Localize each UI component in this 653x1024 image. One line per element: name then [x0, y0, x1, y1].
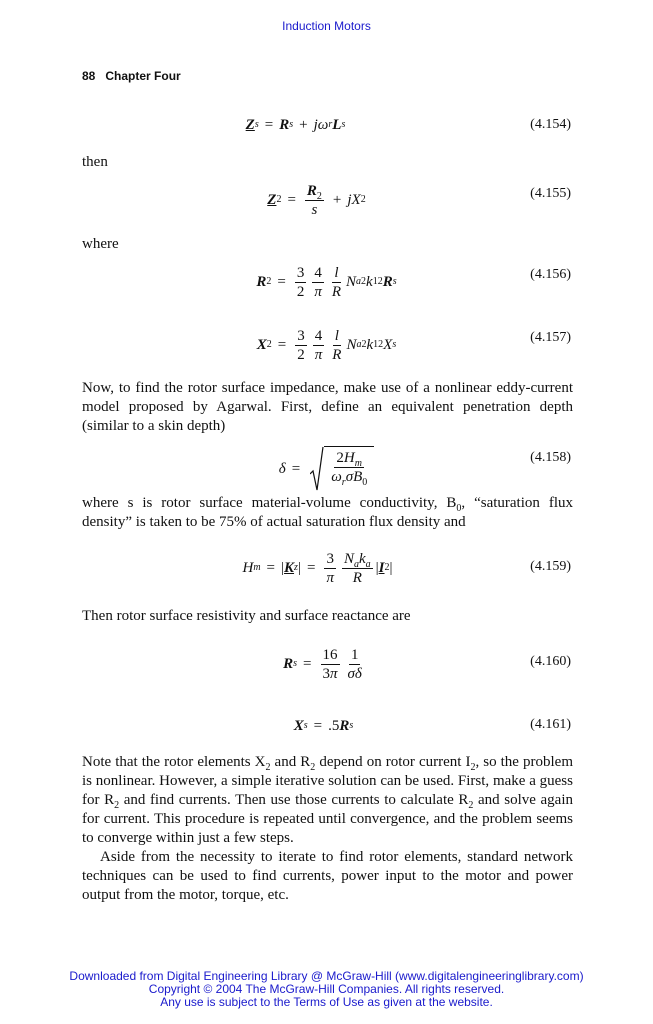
- equation-4-158: δ = $\frac{2H_m}{\omega_r\sigma B_0}$ (4.158): [0, 444, 653, 494]
- chapter-title: Chapter Four: [105, 69, 181, 83]
- footer-terms-line: Any use is subject to the Terms of Use as given at the website.: [160, 995, 493, 1009]
- word-where: where: [82, 236, 119, 252]
- equation-4-154: Z s = R s + j ω r L s (4.154): [245, 116, 571, 133]
- paragraph-eddy-current-model: [82, 379, 573, 436]
- equation-number: (4.161): [530, 717, 571, 732]
- equation-number: (4.155): [530, 186, 571, 201]
- equation-number: (4.154): [530, 117, 571, 132]
- footer-download-link[interactable]: Downloaded from Digital Engineering Library @ McGraw-Hill (www.digitalengineeringlibrary.com): [69, 969, 584, 983]
- running-head: Induction Motors: [282, 19, 371, 33]
- equation-4-160: R s = $\frac{16}{3\pi}$ $\frac{1}{\sigma\delta}$ (4.160): [283, 646, 571, 682]
- equation-4-159: H m = | K z | = $\frac{3}{\pi}$ $\frac{N_ak_a}{R}$ | I 2 | (4.159): [242, 550, 571, 586]
- word-then: then: [82, 154, 108, 170]
- footer-copyright-line: Copyright © 2004 The McGraw-Hill Companies. All rights reserved.: [148, 982, 505, 996]
- equation-number: (4.156): [530, 267, 571, 282]
- equation-4-155: Z 2 = $\frac{R_2}{s}$ + jX 2 (4.155): [267, 182, 571, 218]
- page-header: [82, 69, 181, 83]
- page-number: 88: [82, 69, 96, 83]
- equation-4-157: X 2 = $\frac{3}{2}$ $\frac{4}{\pi}$ $\frac{l}{R}$ N a 2 k 1 2 X s (4.157): [256, 327, 571, 363]
- paragraph-surface-resistivity: Then rotor surface resistivity and surface reactance are: [82, 608, 411, 624]
- paragraph-saturation-flux: where s is rotor surface material-volume conductivity, $B_0$, “saturation flux density” is taken to be 75% of actual saturation flux density and: [82, 495, 573, 530]
- footer-copyright: [0, 970, 653, 1009]
- equation-number: (4.160): [530, 654, 571, 669]
- equation-4-156: R 2 = $\frac{3}{2}$ $\frac{4}{\pi}$ $\frac{l}{R}$ N a 2 k 1 2 R s (4.156): [256, 264, 571, 300]
- equation-4-161: X s = .5 R s (4.161): [293, 717, 571, 734]
- equation-number: (4.158): [530, 450, 571, 465]
- paragraph-iteration: Note that the rotor elements $X_2$ and $R_2$ depend on rotor current $I_2$, so the problem is nonlinear. However, a simple iterative solution can be used. First, make a guess for $R_2$ and find currents. Then use those currents to calculate $R_2$ and solve again for current. This procedure is repeated until convergence, and the problem seems to converge within just a few steps. Aside from the necessity to iterate to find rotor elements, standard network techniques can be used to find currents, power input to the motor and power output from the motor, torque, etc.: [82, 754, 573, 903]
- equation-number: (4.159): [530, 559, 571, 574]
- equation-number: (4.157): [530, 330, 571, 345]
- paragraph-text: Now, to find the rotor surface impedance, make use of a nonlinear eddy-current model proposed by Agarwal. First, define an equivalent penetration depth (similar to a skin depth): [82, 380, 573, 434]
